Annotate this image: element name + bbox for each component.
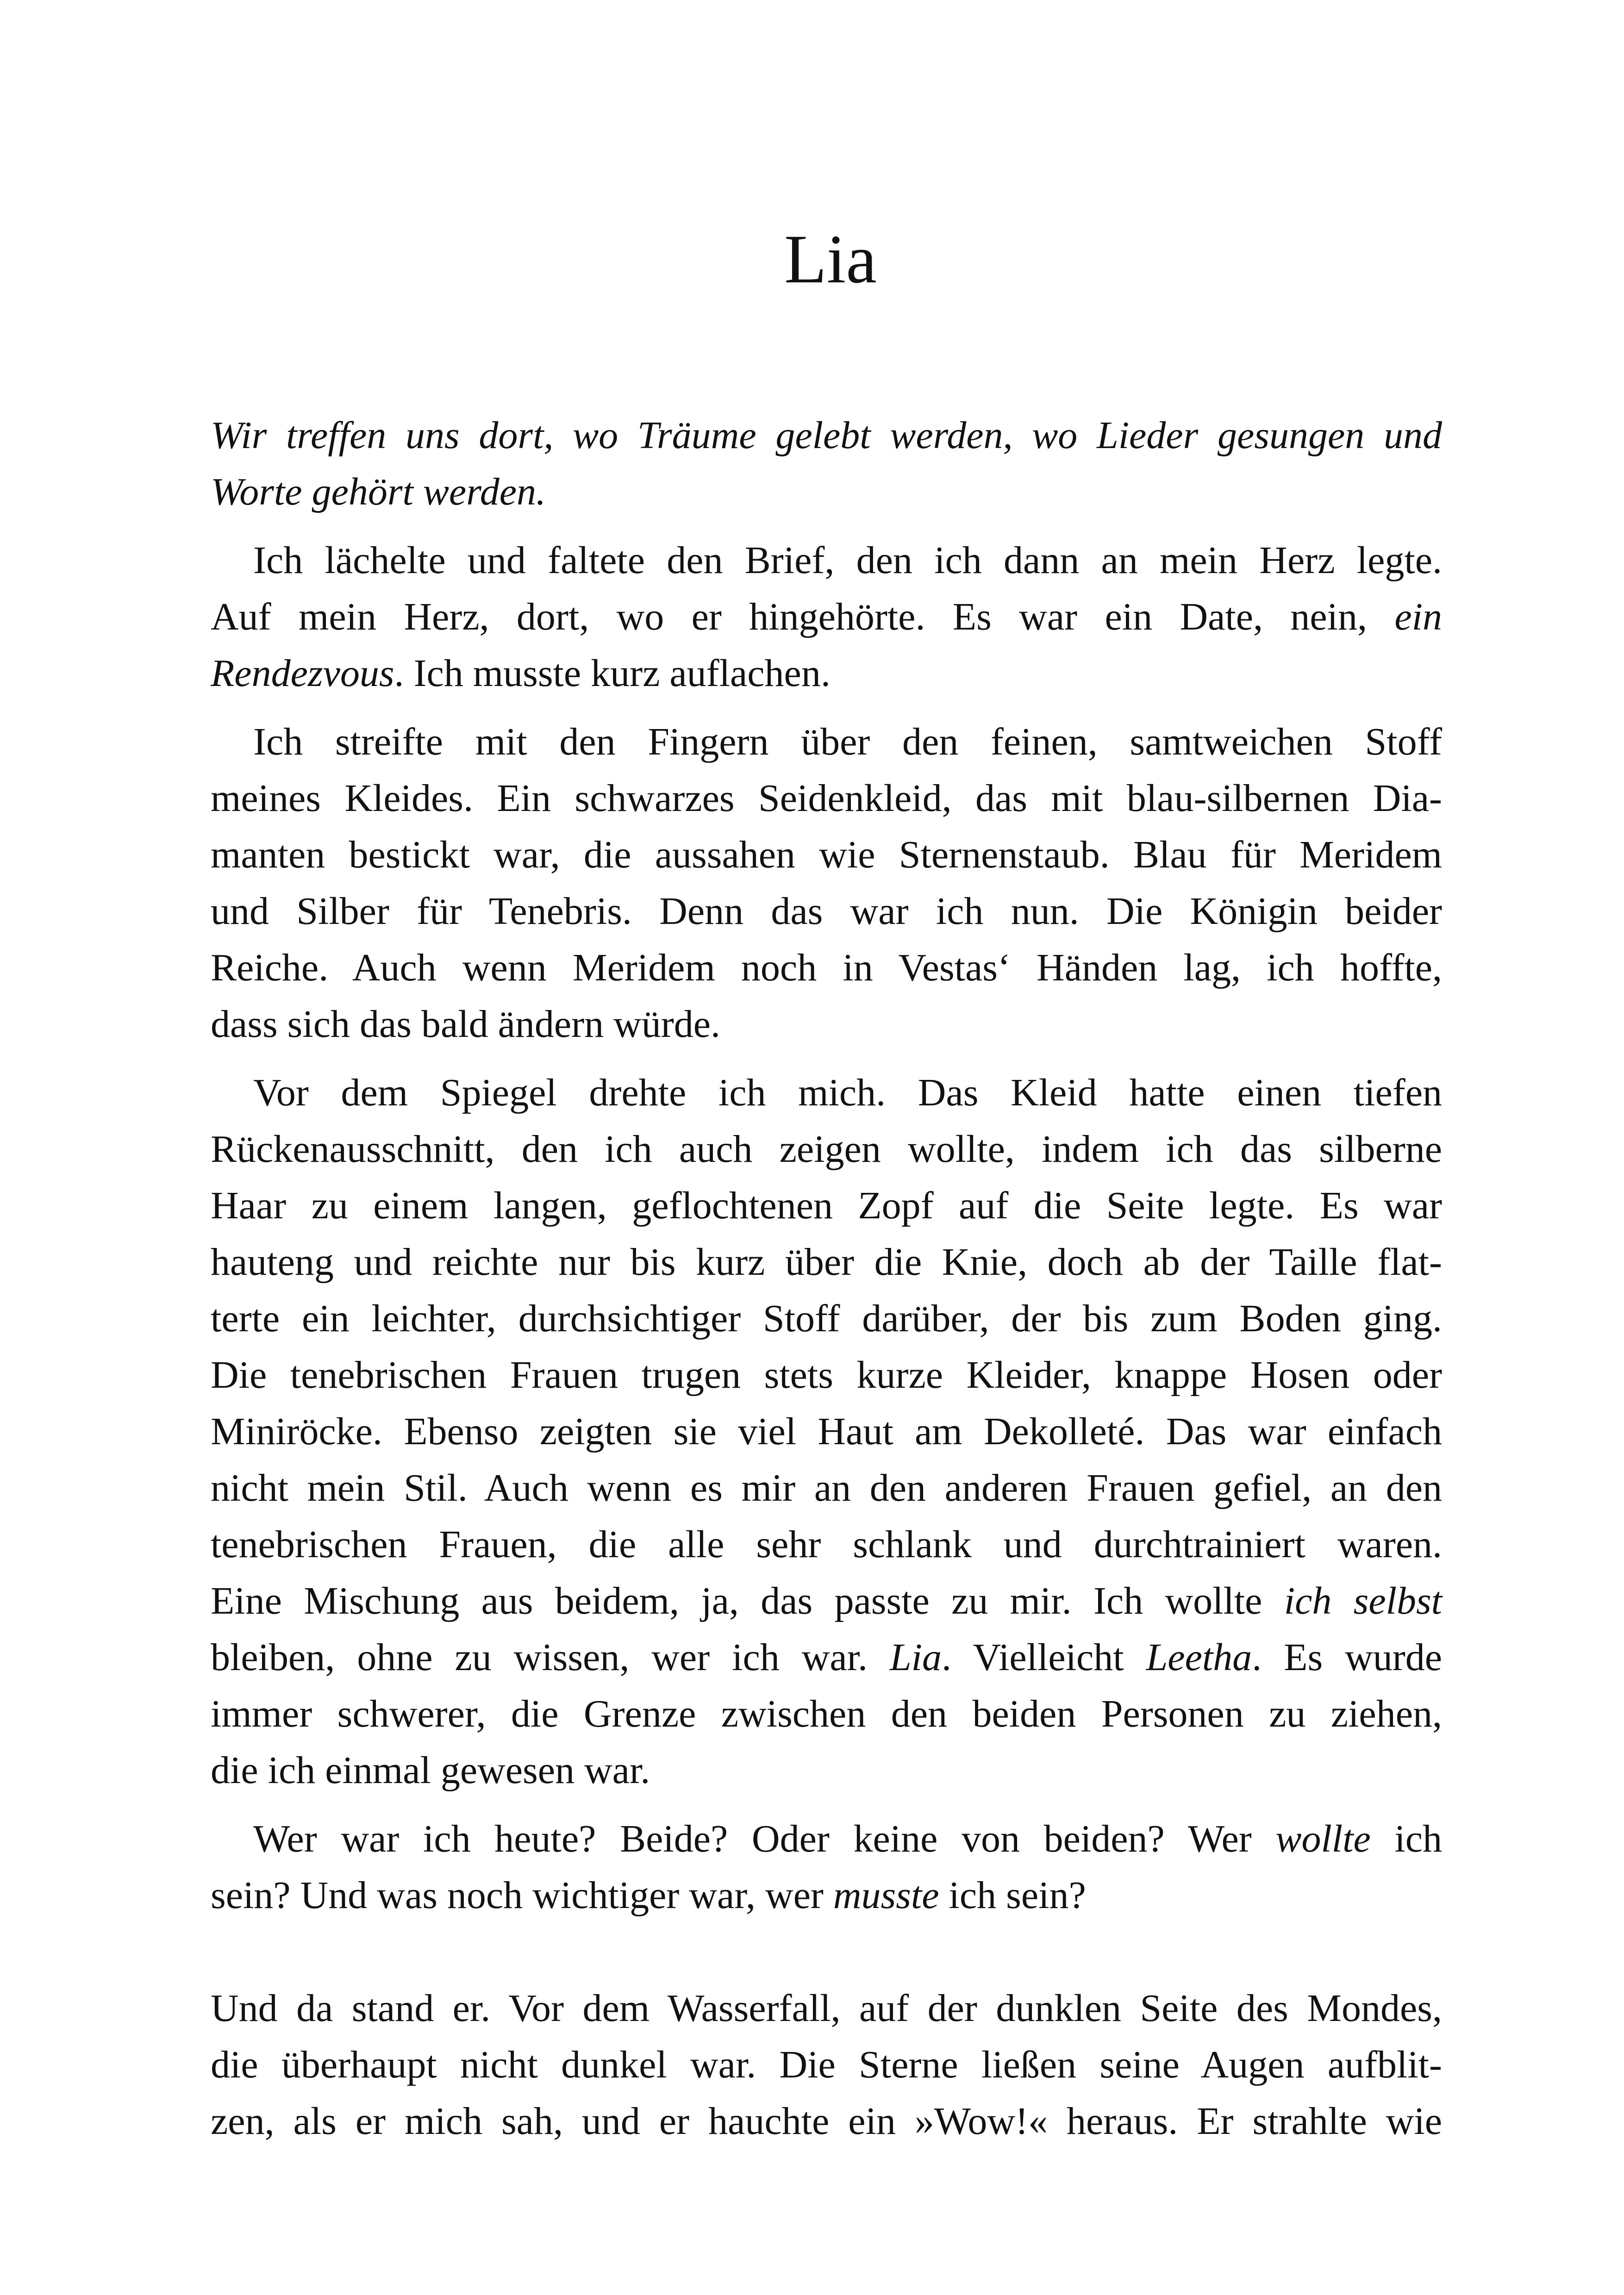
text-run: Wer war ich heute? Beide? Oder keine von beiden? Wer: [253, 1817, 1252, 1860]
text-line: Wir treffen uns dort, wo Träume gelebt werden, wo Lieder gesungen und: [211, 414, 1442, 457]
text-line: die ich einmal gewesen war.: [211, 1749, 650, 1792]
text-run: Auf mein Herz, dort, wo er hingehörte. Es war ein Date, nein,: [211, 595, 1368, 638]
text-run: . Es wurde: [1252, 1636, 1443, 1679]
paragraph: [211, 1065, 1442, 1799]
emphasis: ich selbst: [1284, 1579, 1442, 1622]
text-line: [211, 1573, 1442, 1629]
body-text: [211, 407, 1442, 2162]
emphasis: ein: [1394, 595, 1443, 638]
paragraph: [211, 1980, 1442, 2150]
emphasis: musste: [833, 1874, 939, 1917]
text-line: [211, 1867, 1442, 1924]
text-line: Worte gehört werden.: [211, 470, 546, 513]
text-line: Rückenausschnitt, den ich auch zeigen wollte, indem ich das silberne: [211, 1128, 1442, 1171]
text-run: bleiben, ohne zu wissen, wer ich war.: [211, 1636, 868, 1679]
emphasis: Rendezvous: [211, 652, 394, 695]
text-line: Miniröcke. Ebenso zeigten sie viel Haut am Dekolleté. Das war einfach: [211, 1410, 1442, 1453]
text-line: [211, 1811, 1442, 1867]
text-line: nicht mein Stil. Auch wenn es mir an den anderen Frauen gefiel, an den: [211, 1466, 1442, 1509]
paragraph: [211, 714, 1442, 1053]
text-line: Reiche. Auch wenn Meridem noch in Vestas‘ Händen lag, ich hoffte,: [211, 946, 1442, 989]
emphasis: wollte: [1275, 1817, 1371, 1860]
emphasis: Leetha: [1146, 1636, 1252, 1679]
text-line: meines Kleides. Ein schwarzes Seidenkleid, das mit blau-silbernen Dia-: [211, 777, 1442, 820]
text-line: Haar zu einem langen, geflochtenen Zopf auf die Seite legte. Es war: [211, 1184, 1442, 1227]
text-line: [211, 1629, 1442, 1686]
epigraph: [211, 407, 1442, 520]
text-line: die überhaupt nicht dunkel war. Die Sterne ließen seine Augen aufblit-: [211, 2043, 1442, 2086]
text-line: Ich lächelte und faltete den Brief, den ich dann an mein Herz legte.: [253, 539, 1442, 582]
scene-break: [211, 1936, 1442, 1980]
text-line: Die tenebrischen Frauen trugen stets kurze Kleider, knappe Hosen oder: [211, 1353, 1442, 1397]
paragraph: [211, 1811, 1442, 1924]
text-run: ich: [1394, 1817, 1443, 1860]
text-line: Vor dem Spiegel drehte ich mich. Das Kleid hatte einen tiefen: [253, 1071, 1442, 1114]
text-line: dass sich das bald ändern würde.: [211, 1003, 721, 1046]
paragraph: [211, 532, 1442, 702]
text-run: sein? Und was noch wichtiger war, wer: [211, 1874, 824, 1917]
text-line: immer schwerer, die Grenze zwischen den beiden Personen zu ziehen,: [211, 1692, 1442, 1735]
text-line: manten bestickt war, die aussahen wie Sternenstaub. Blau für Meridem: [211, 833, 1442, 876]
text-line: [211, 589, 1442, 645]
text-line: [211, 645, 1442, 702]
text-run: ich sein?: [949, 1874, 1086, 1917]
text-line: Und da stand er. Vor dem Wasserfall, auf der dunklen Seite des Mondes,: [211, 1987, 1442, 2030]
text-line: und Silber für Tenebris. Denn das war ich nun. Die Königin beider: [211, 890, 1442, 933]
text-line: hauteng und reichte nur bis kurz über die Knie, doch ab der Taille flat-: [211, 1241, 1442, 1284]
text-run: . Ich musste kurz auflachen.: [394, 652, 831, 695]
text-run: Eine Mischung aus beidem, ja, das passte zu mir. Ich wollte: [211, 1579, 1262, 1622]
text-run: . Vielleicht: [942, 1636, 1124, 1679]
text-line: Ich streifte mit den Fingern über den feinen, samtweichen Stoff: [253, 720, 1442, 763]
text-line: terte ein leichter, durchsichtiger Stoff darüber, der bis zum Boden ging.: [211, 1297, 1442, 1340]
emphasis: Lia: [889, 1636, 942, 1679]
text-line: zen, als er mich sah, und er hauchte ein »Wow!« heraus. Er strahlte wie: [211, 2100, 1442, 2143]
text-line: tenebrischen Frauen, die alle sehr schlank und durchtrainiert waren.: [211, 1523, 1442, 1566]
chapter-title: Lia: [784, 221, 877, 298]
